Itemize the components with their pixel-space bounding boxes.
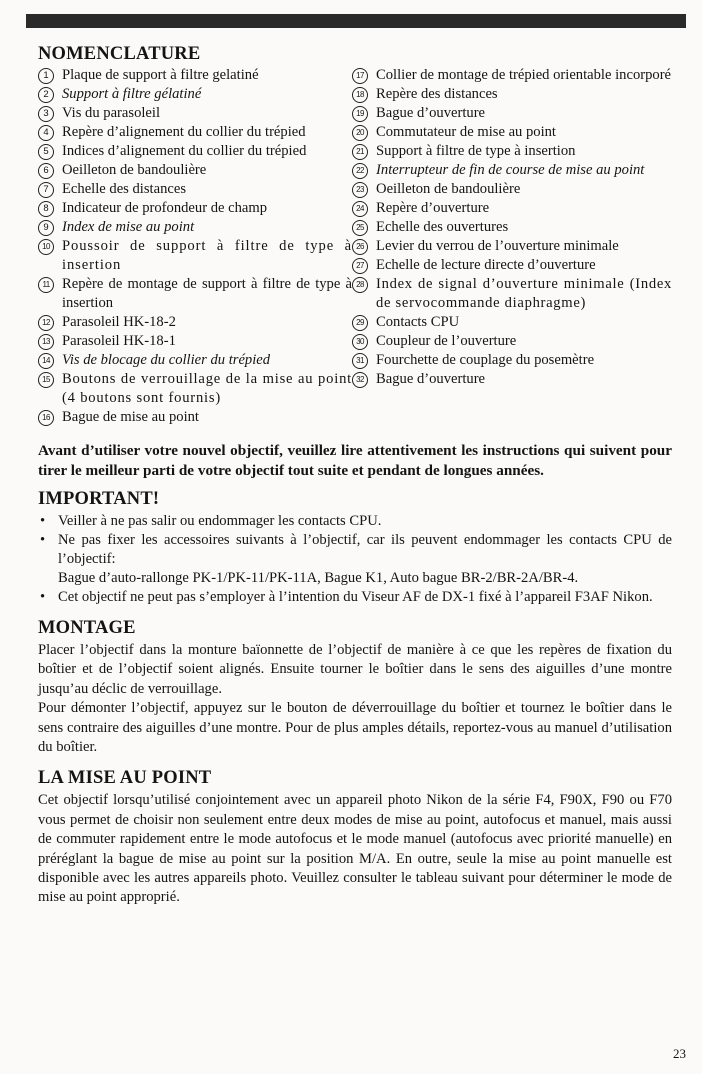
important-title: IMPORTANT! [38, 489, 160, 509]
list-item: 25 Echelle des ouvertures [352, 218, 672, 237]
nomenclature-columns [38, 66, 672, 427]
list-item: 1 Plaque de support à filtre gelatiné [38, 66, 352, 85]
list-item: 9 Index de mise au point [38, 218, 352, 237]
list-item: 30 Coupleur de l’ouverture [352, 332, 672, 351]
list-item: • Cet objectif ne peut pas s’employer à l’intention du Viseur AF de DX-1 fixé à l’appareil F3AF Nikon. [40, 589, 653, 605]
list-item: 11 Repère de montage de support à filtre de type à insertion [38, 275, 352, 313]
list-item: 7 Echelle des distances [38, 180, 352, 199]
intro-paragraph: Avant d’utiliser votre nouvel objectif, veuillez lire attentivement les instructions qui suivent pour tirer le meilleur parti de votre objectif tout suite et pendant de longues années. [38, 442, 672, 479]
list-item: • Ne pas fixer les accessoires suivants à l’objectif, car ils peuvent endommager les contacts CPU de l’objectif: Bague d’auto-rallonge PK-1/PK-11/PK-11A, Bague K1, Auto bague BR-2/BR-2A/BR-4. [40, 532, 672, 586]
list-item: 10 Poussoir de support à filtre de type à insertion [38, 237, 352, 275]
list-item: 8 Indicateur de profondeur de champ [38, 199, 352, 218]
list-item: 19 Bague d’ouverture [352, 104, 672, 123]
list-item: 6 Oeilleton de bandoulière [38, 161, 352, 180]
list-item: 4 Repère d’alignement du collier du trépied [38, 123, 352, 142]
list-item: 23 Oeilleton de bandoulière [352, 180, 672, 199]
list-item: 27 Echelle de lecture directe d’ouverture [352, 256, 672, 275]
focus-title: LA MISE AU POINT [38, 768, 212, 789]
important-section [38, 489, 672, 607]
list-item: 3 Vis du parasoleil [38, 104, 352, 123]
list-item: 32 Bague d’ouverture [352, 370, 672, 389]
montage-paragraph-1: Placer l’objectif dans la monture baïonnette de l’objectif de manière à ce que les repères de fixation du boîtier et de l’objectif soient alignés. Ensuite tourner le boîtier dans le sens des aiguilles d’une montre jusqu’au déclic de verrouillage. [38, 642, 672, 697]
list-item: 18 Repère des distances [352, 85, 672, 104]
list-item: 21 Support à filtre de type à insertion [352, 142, 672, 161]
page-content [38, 44, 672, 908]
list-item: 12 Parasoleil HK-18-2 [38, 313, 352, 332]
list-item: 16 Bague de mise au point [38, 408, 352, 427]
list-item: • Veiller à ne pas salir ou endommager les contacts CPU. [40, 513, 382, 529]
important-list [38, 512, 672, 607]
list-item: 22 Interrupteur de fin de course de mise au point [352, 161, 672, 180]
list-item: 13 Parasoleil HK-18-1 [38, 332, 352, 351]
list-item: 29 Contacts CPU [352, 313, 672, 332]
montage-paragraph-2: Pour démonter l’objectif, appuyez sur le bouton de déverrouillage du boîtier et tournez le boîtier dans le sens contraire des aiguilles d’une montre. Pour de plus amples détails, reportez-vous au manuel d’utilisation du boîtier. [38, 700, 672, 756]
page-number: 23 [673, 1046, 686, 1061]
list-item: 17 Collier de montage de trépied orientable incorporé [352, 66, 672, 85]
montage-title: MONTAGE [38, 618, 136, 638]
nomenclature-left-list [38, 66, 352, 427]
list-item: 15 Boutons de verrouillage de la mise au point (4 boutons sont fournis) [38, 370, 352, 408]
list-item: 2 Support à filtre gélatiné [38, 85, 352, 104]
list-item: 14 Vis de blocage du collier du trépied [38, 351, 352, 370]
list-item: 20 Commutateur de mise au point [352, 123, 672, 142]
list-item: 31 Fourchette de couplage du posemètre [352, 351, 672, 370]
montage-section [38, 618, 672, 757]
list-item: 26 Levier du verrou de l’ouverture minimale [352, 237, 672, 256]
nomenclature-title: NOMENCLATURE [38, 44, 201, 64]
nomenclature-right-list [352, 66, 672, 427]
list-item: 5 Indices d’alignement du collier du trépied [38, 142, 352, 161]
list-item: 28 Index de signal d’ouverture minimale (Index de servocommande diaphragme) [352, 275, 672, 313]
header-bar [26, 14, 686, 28]
list-item: 24 Repère d’ouverture [352, 199, 672, 218]
focus-section [38, 768, 672, 907]
focus-paragraph: Cet objectif lorsqu’utilisé conjointement avec un appareil photo Nikon de la série F4, F90X, F90 ou F70 vous permet de choisir non seulement entre deux modes de mise au point, autofocus et manuel, mais aussi de commuter rapidement entre le mode autofocus et le mode manuel (autofocus avec priorité manuelle) en préréglant la bague de mise au point sur la position M/A. En outre, seule la mise au point manuelle est disponible avec les autres appareils photo. Veuillez consulter le tableau suivant pour déterminer le mode de mise au point approprié. [38, 792, 672, 906]
